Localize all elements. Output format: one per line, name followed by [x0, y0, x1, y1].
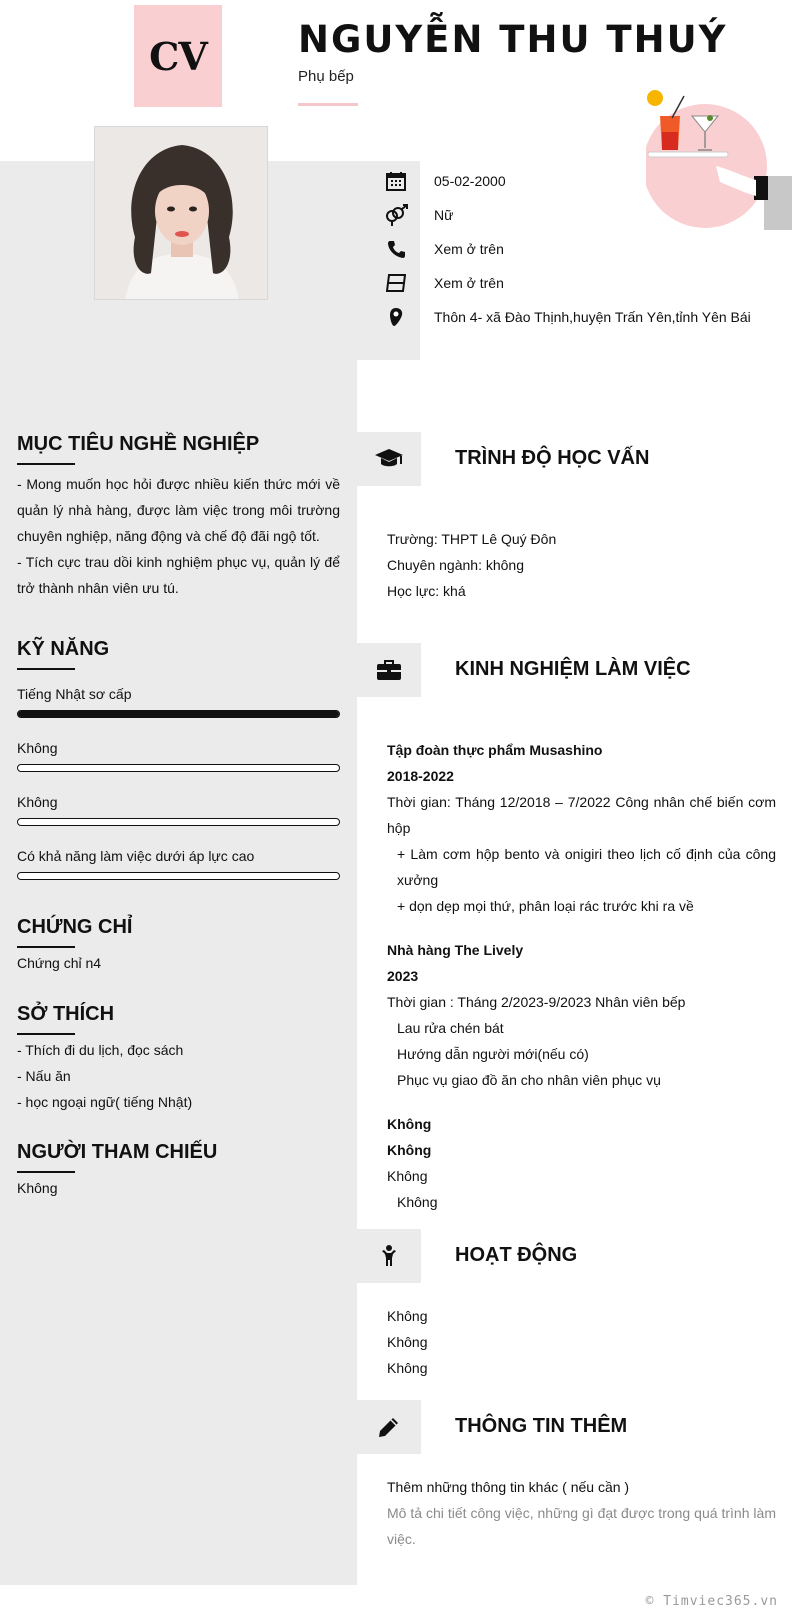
pencil-icon [357, 1400, 421, 1454]
hobby-item: - học ngoại ngữ( tiếng Nhật) [17, 1094, 193, 1110]
additional-heading: THÔNG TIN THÊM [455, 1415, 628, 1437]
phone-icon [384, 238, 408, 260]
references-heading: NGƯỜI THAM CHIẾU [17, 1141, 218, 1163]
job-detail: + dọn dẹp mọi thứ, phân loại rác trước khi ra về [397, 898, 694, 914]
skill-bar [17, 710, 340, 718]
job-entry [387, 937, 776, 1093]
hobby-item: - Nấu ăn [17, 1068, 71, 1084]
birthday-value: 05-02-2000 [434, 173, 506, 189]
hobby-item: - Thích đi du lịch, đọc sách [17, 1042, 184, 1058]
job-company: Nhà hàng The Lively [387, 942, 524, 958]
job-detail: Hướng dẫn người mới(nếu có) [397, 1046, 589, 1062]
candidate-name: NGUYỄN THU THUÝ [298, 18, 728, 61]
hobbies-rule [17, 1033, 75, 1035]
objective-line-1: - Mong muốn học hỏi được nhiều kiến thức mới về quản lý nhà hàng, được làm việc trong môi trường chuyên nghiệp, năng động và chế độ đãi ngộ tốt. [17, 476, 340, 544]
additional-body [387, 1474, 776, 1552]
job-years: Không [387, 1142, 432, 1158]
gender-value: Nữ [434, 207, 454, 223]
skill-label: Có khả năng làm việc dưới áp lực cao [17, 848, 255, 864]
calendar-icon [384, 170, 408, 192]
objective-text [17, 471, 340, 601]
activity-line: Không [387, 1360, 428, 1376]
job-entry [387, 1111, 776, 1215]
profile-photo [94, 126, 268, 300]
briefcase-icon [357, 643, 421, 697]
additional-header [357, 1400, 800, 1454]
education-major: Chuyên ngành: không [387, 557, 524, 573]
cv-logo: CV [134, 5, 222, 107]
skill-bar [17, 818, 340, 826]
certificates-section [17, 916, 340, 976]
job-title-underline [298, 103, 358, 106]
activities-body [387, 1303, 776, 1381]
map-pin-icon [384, 306, 408, 328]
activity-line: Không [387, 1334, 428, 1350]
skill-bar [17, 764, 340, 772]
contact-phone [384, 234, 504, 264]
skills-heading: KỸ NĂNG [17, 638, 110, 660]
job-years: 2023 [387, 968, 419, 984]
certificates-heading: CHỨNG CHỈ [17, 916, 133, 938]
objective-line-2: - Tích cực trau dồi kinh nghiệm phục vụ, quản lý để trở thành nhân viên ưu tú. [17, 554, 340, 596]
education-body [387, 526, 776, 604]
email-value[interactable]: Xem ở trên [434, 275, 504, 291]
experience-header [357, 643, 800, 697]
contact-gender [384, 200, 454, 230]
job-entry [387, 737, 776, 919]
job-title: Phụ bếp [298, 68, 354, 85]
job-detail: Phục vụ giao đồ ăn cho nhân viên phục vụ [397, 1072, 661, 1088]
job-summary: Không [387, 1168, 428, 1184]
references-rule [17, 1171, 75, 1173]
job-summary: Thời gian : Tháng 2/2023-9/2023 Nhân viên bếp [387, 994, 686, 1010]
skill-bar-fill [18, 711, 339, 717]
graduation-cap-icon [357, 432, 421, 486]
phone-value[interactable]: Xem ở trên [434, 241, 504, 257]
skills-list [17, 686, 340, 880]
job-detail: Không [397, 1194, 438, 1210]
contact-email [384, 268, 504, 298]
footer-watermark: © Timviec365.vn [645, 1594, 778, 1609]
person-icon [357, 1229, 421, 1283]
job-company: Không [387, 1116, 432, 1132]
skill-bar [17, 872, 340, 880]
certificates-rule [17, 946, 75, 948]
job-summary: Thời gian: Tháng 12/2018 – 7/2022 Công nhân chế biến cơm hộp [387, 794, 776, 836]
objective-rule [17, 463, 75, 465]
skill-label: Không [17, 794, 58, 810]
skills-rule [17, 668, 75, 670]
activities-header [357, 1229, 800, 1283]
job-years: 2018-2022 [387, 768, 454, 784]
education-grade: Học lực: khá [387, 583, 466, 599]
skill-label: Không [17, 740, 58, 756]
activities-heading: HOẠT ĐỘNG [455, 1244, 578, 1266]
reference-item: Không [17, 1180, 58, 1196]
experience-heading: KINH NGHIỆM LÀM VIỆC [455, 658, 691, 680]
hobbies-section [17, 1003, 340, 1115]
education-school: Trường: THPT Lê Quý Đôn [387, 531, 557, 547]
objective-section [17, 433, 340, 601]
job-detail: Lau rửa chén bát [397, 1020, 504, 1036]
hobbies-list [17, 1037, 340, 1115]
gender-icon [384, 204, 408, 226]
education-heading: TRÌNH ĐỘ HỌC VẤN [455, 447, 650, 469]
address-value: Thôn 4- xã Đào Thịnh,huyện Trấn Yên,tỉnh Yên Bái [434, 309, 751, 325]
additional-placeholder[interactable]: Mô tả chi tiết công việc, những gì đạt được trong quá trình làm việc. [387, 1505, 776, 1547]
contact-birthday [384, 166, 506, 196]
job-company: Tập đoàn thực phẩm Musashino [387, 742, 603, 758]
envelope-icon [384, 272, 408, 294]
education-header [357, 432, 800, 486]
skill-label: Tiếng Nhật sơ cấp [17, 686, 132, 702]
hobbies-heading: SỞ THÍCH [17, 1003, 115, 1025]
job-detail: + Làm cơm hộp bento và onigiri theo lịch cố định của công xưởng [397, 846, 776, 888]
references-section [17, 1141, 340, 1201]
contact-address [384, 302, 751, 332]
objective-heading: MỤC TIÊU NGHỀ NGHIỆP [17, 433, 260, 455]
certificate-item: Chứng chỉ n4 [17, 955, 102, 971]
activity-line: Không [387, 1308, 428, 1324]
skills-section [17, 638, 340, 902]
additional-line: Thêm những thông tin khác ( nếu cần ) [387, 1479, 630, 1495]
experience-body [387, 737, 776, 1215]
waiter-tray-illustration [646, 88, 796, 240]
